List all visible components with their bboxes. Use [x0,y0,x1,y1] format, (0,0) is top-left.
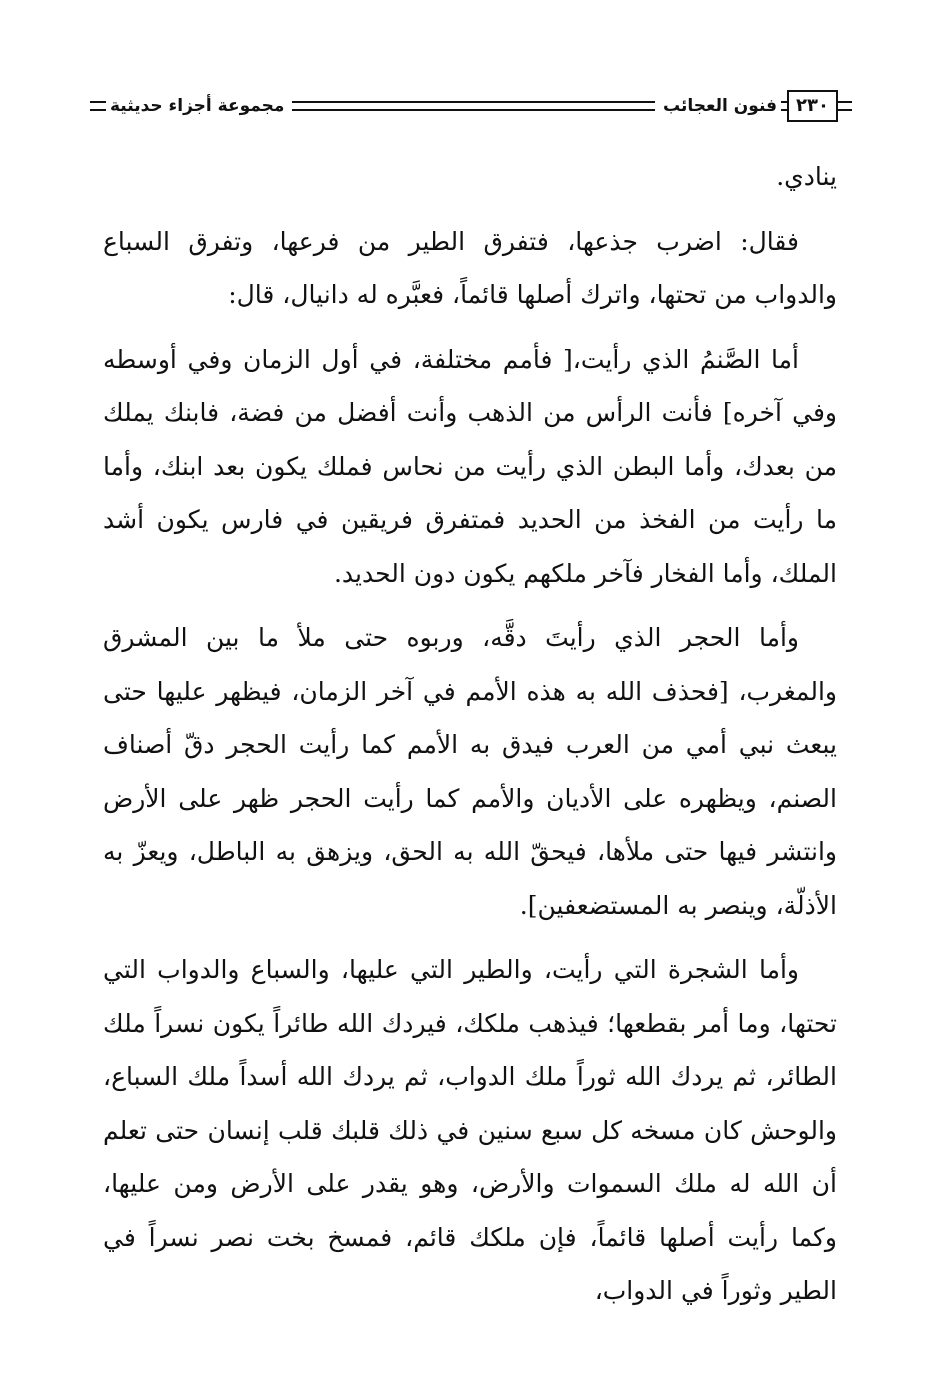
header-rule [292,101,655,111]
header-rule [838,101,852,111]
paragraph: وأما الشجرة التي رأيت، والطير التي عليها، والسباع والدواب التي تحتها، وما أمر بقطعها؛ فيذهب ملكك، فيردك الله طائراً يكون نسراً ملك الطائر، ثم يردك الله ثوراً ملك الدواب، ثم يردك الله أسداً ملك السباع، والوحش كان مسخه كل سبع سنين في ذلك قلبك قلب إنسان حتى تعلم أن الله له ملك السموات والأرض، وهو يقدر على الأرض ومن عليها، وكما رأيت أصلها قائماً، فإن ملكك قائم، فمسخ بخت نصر نسراً في الطير وثوراً في الدواب، [103,955,837,1305]
chapter-title: فنون العجائب [663,96,778,116]
paragraph: ينادي. [776,162,837,191]
paragraph: أما الصَّنمُ الذي رأيت،[ فأمم مختلفة، في أول الزمان وفي أوسطه وفي آخره] فأنت الرأس من الذهب وأنت أفضل من فضة، فابنك يملك من بعدك، وأما البطن الذي رأيت من نحاس فملك يكون بعد ابنك، وأما ما رأيت من الفخذ من الحديد فمتفرق فريقين في فارس يكون أشد الملك، وأما الفخار فآخر ملكهم يكون دون الحديد. [103,344,837,588]
page-number: ٢٣٠ [787,90,838,122]
header-rule [781,101,787,111]
header-rule [90,101,106,111]
book-title: مجموعة أجزاء حديثية [110,96,285,116]
paragraph: وأما الحجر الذي رأيتَ دقَّه، وربوه حتى ملأ ما بين المشرق والمغرب، [فحذف الله به هذه الأمم في آخر الزمان، فيظهر عليها حتى يبعث نبي أمي من العرب فيدق به الأمم كما رأيت الحجر دقّ أصناف الصنم، ويظهره على الأديان والأمم كما رأيت الحجر ظهر على الأرض وانتشر فيها حتى ملأها، فيحقّ الله به الحق، ويزهق به الباطل، ويعزّ به الأذلّة، وينصر به المستضعفين]. [103,623,837,920]
page-body [103,150,837,1329]
paragraph: فقال: اضرب جذعها، فتفرق الطير من فرعها، وتفرق السباع والدواب من تحتها، واترك أصلها قائماً، فعبَّره له دانيال، قال: [103,226,837,309]
running-header [90,88,852,124]
